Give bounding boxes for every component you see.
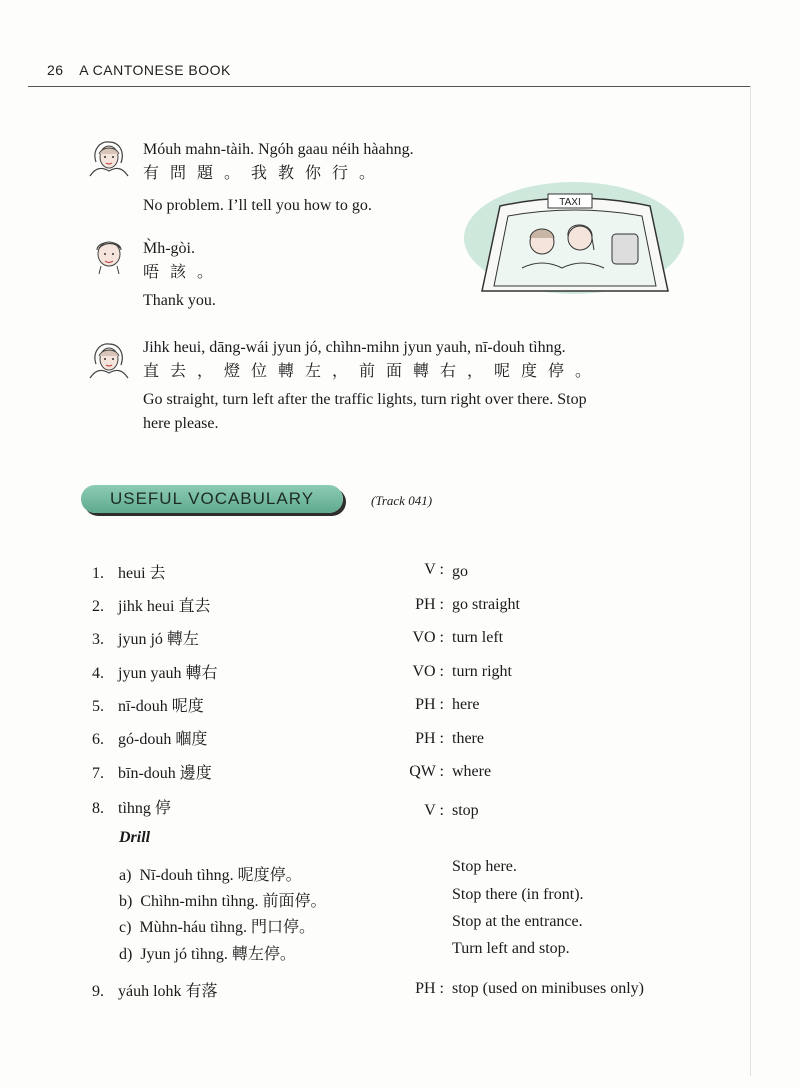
vocab-item: 5. nī-douh 呢度: [92, 698, 204, 715]
header-rule: [28, 86, 750, 87]
vocab-item: 8. tìhng 停: [92, 800, 171, 817]
vocab-definition: go straight: [452, 596, 520, 613]
woman-speaker-icon: [86, 340, 132, 380]
vocab-definition: here: [452, 696, 480, 713]
vocab-item: 2. jihk heui 直去: [92, 598, 211, 615]
vocab-definition: turn left: [452, 629, 504, 646]
vocab-definition: stop (used on minibuses only): [452, 980, 644, 997]
drill-translation: Turn left and stop.: [452, 940, 570, 957]
dialog-line-1: [143, 138, 414, 218]
vocab-pos: VO :: [412, 663, 444, 680]
man-speaker-icon: [91, 236, 127, 276]
drill-item: a) Nī-douh tìhng. 呢度停。: [119, 867, 302, 884]
dialog-line-2: [143, 237, 224, 313]
vocab-definition: where: [452, 763, 492, 780]
vocab-item: 9. yáuh lohk 有落: [92, 983, 218, 1000]
taxi-sign-text: TAXI: [559, 197, 581, 208]
vocab-pos: PH :: [415, 980, 444, 997]
vocab-item: 3. jyun jó 轉左: [92, 631, 199, 648]
chinese-text: 有問題。我教你行。: [143, 165, 387, 182]
english-translation: Go straight, turn left after the traffic lights, turn right over there. Stop: [143, 391, 587, 408]
vocab-item: 4. jyun yauh 轉右: [92, 665, 218, 682]
romanization: M̀h-gòi.: [143, 240, 195, 257]
vocab-definition: there: [452, 730, 484, 747]
vocab-pos: PH :: [415, 696, 444, 713]
drill-item: d) Jyun jó tìhng. 轉左停。: [119, 946, 296, 963]
vocab-item: 7. bīn-douh 邊度: [92, 765, 212, 782]
vocab-definition: stop: [452, 802, 479, 819]
drill-heading: Drill: [119, 829, 151, 846]
drill-translation: Stop at the entrance.: [452, 913, 583, 930]
page-edge-line: [750, 86, 751, 1076]
dialog-line-3: [143, 336, 602, 436]
track-number: (Track 041): [371, 493, 433, 508]
woman-speaker-icon: [86, 138, 132, 178]
chinese-text: 直去，燈位轉左，前面轉右，呢度停。: [143, 363, 603, 380]
vocab-pos: QW :: [409, 763, 444, 780]
useful-vocabulary-heading: USEFUL VOCABULARY: [81, 485, 343, 513]
drill-item: c) Mùhn-háu tìhng. 門口停。: [119, 919, 315, 936]
romanization: Móuh mahn-tàih. Ngóh gaau néih hàahng.: [143, 141, 414, 158]
english-translation: Thank you.: [143, 292, 216, 309]
vocab-item: 6. gó-douh 嗰度: [92, 731, 208, 748]
drill-translation: Stop there (in front).: [452, 886, 584, 903]
english-translation: No problem. I’ll tell you how to go.: [143, 197, 372, 214]
book-title: A CANTONESE BOOK: [79, 62, 231, 78]
chinese-text: 唔該。: [143, 264, 225, 281]
page-number: 26: [47, 62, 64, 78]
vocab-pos: VO :: [412, 629, 444, 646]
vocab-pos: PH :: [415, 730, 444, 747]
vocab-pos: PH :: [415, 596, 444, 613]
drill-translation: Stop here.: [452, 858, 517, 875]
vocab-pos: V :: [424, 561, 444, 578]
vocab-item: 1. heui 去: [92, 565, 166, 582]
vocab-definition: turn right: [452, 663, 512, 680]
vocab-definition: go: [452, 563, 468, 580]
taxi-illustration: [462, 176, 687, 296]
romanization: Jihk heui, dāng-wái jyun jó, chìhn-mihn jyun yauh, nī-douh tìhng.: [143, 339, 566, 356]
drill-item: b) Chìhn-mihn tìhng. 前面停。: [119, 893, 327, 910]
running-header: [47, 62, 231, 78]
english-translation-cont: here please.: [143, 415, 219, 432]
vocab-pos: V :: [424, 802, 444, 819]
